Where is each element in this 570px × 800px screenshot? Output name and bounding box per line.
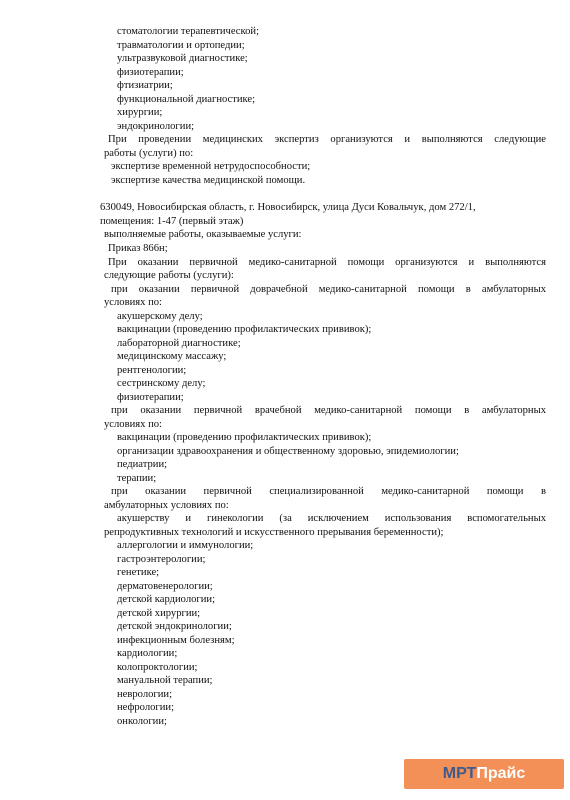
- watermark-part-2: Прайс: [476, 765, 526, 782]
- text-line: физиотерапии;: [117, 392, 184, 403]
- text-line: нефрологии;: [117, 702, 175, 713]
- text-line: работы (услуги) по:: [104, 148, 194, 159]
- text-line: при оказании первичной доврачебной медико-санитарной помощи в амбулаторных: [111, 284, 546, 295]
- text-line: детской эндокринологии;: [117, 621, 232, 632]
- text-line: следующие работы (услуги):: [104, 270, 234, 281]
- text-line: физиотерапии;: [117, 67, 184, 78]
- text-line: при оказании первичной врачебной медико-санитарной помощи в амбулаторных: [111, 405, 546, 416]
- text-line: выполняемые работы, оказываемые услуги:: [104, 229, 302, 240]
- text-line: детской хирургии;: [117, 608, 201, 619]
- text-line: хирургии;: [117, 107, 163, 118]
- watermark-logo: [404, 759, 564, 789]
- text-line: условиях по:: [104, 297, 162, 308]
- text-line: рентгенологии;: [117, 365, 187, 376]
- text-line: педиатрии;: [117, 459, 168, 470]
- watermark-part-1: МРТ: [442, 765, 477, 782]
- text-line: функциональной диагностике;: [117, 94, 256, 105]
- text-line: сестринскому делу;: [117, 378, 206, 389]
- address-line: 630049, Новосибирская область, г. Новосибирск, улица Дуси Ковальчук, дом 272/1,: [100, 202, 476, 213]
- text-line: При оказании первичной медико-санитарной помощи организуются и выполняются: [108, 257, 546, 268]
- text-line: инфекционным болезням;: [117, 635, 235, 646]
- text-line: детской кардиологии;: [117, 594, 216, 605]
- text-line: онкологии;: [117, 716, 167, 727]
- text-line: эндокринологии;: [117, 121, 195, 132]
- text-line: амбулаторных условиях по:: [104, 500, 229, 511]
- text-line: экспертизе качества медицинской помощи.: [111, 175, 306, 186]
- text-line: организации здравоохранения и общественному здоровью, эпидемиологии;: [117, 446, 459, 457]
- text-line: акушерству и гинекологии (за исключением использования вспомогательных: [117, 513, 546, 524]
- text-line: вакцинации (проведению профилактических прививок);: [117, 324, 372, 335]
- text-line: экспертизе временной нетрудоспособности;: [111, 161, 311, 172]
- address-line: помещения: 1-47 (первый этаж): [100, 216, 244, 227]
- text-line: Приказ 866н;: [108, 243, 168, 254]
- text-line: кардиологии;: [117, 648, 178, 659]
- text-line: при оказании первичной специализированной медико-санитарной помощи в: [111, 486, 546, 497]
- text-line: аллергологии и иммунологии;: [117, 540, 254, 551]
- text-line: травматологии и ортопедии;: [117, 40, 245, 51]
- text-line: колопроктологии;: [117, 662, 198, 673]
- text-line: терапии;: [117, 473, 157, 484]
- text-line: медицинскому массажу;: [117, 351, 227, 362]
- text-line: ультразвуковой диагностике;: [117, 53, 248, 64]
- text-line: При проведении медицинских экспертиз организуются и выполняются следующие: [108, 134, 546, 145]
- text-line: генетике;: [117, 567, 160, 578]
- text-line: фтизиатрии;: [117, 80, 173, 91]
- text-line: репродуктивных технологий и искусственного прерывания беременности);: [104, 527, 444, 538]
- text-line: мануальной терапии;: [117, 675, 213, 686]
- text-line: неврологии;: [117, 689, 173, 700]
- text-line: вакцинации (проведению профилактических прививок);: [117, 432, 372, 443]
- text-line: стоматологии терапевтической;: [117, 26, 260, 37]
- text-line: лабораторной диагностике;: [117, 338, 241, 349]
- text-line: акушерскому делу;: [117, 311, 203, 322]
- text-line: гастроэнтерологии;: [117, 554, 206, 565]
- text-line: дерматовенерологии;: [117, 581, 213, 592]
- text-line: условиях по:: [104, 419, 162, 430]
